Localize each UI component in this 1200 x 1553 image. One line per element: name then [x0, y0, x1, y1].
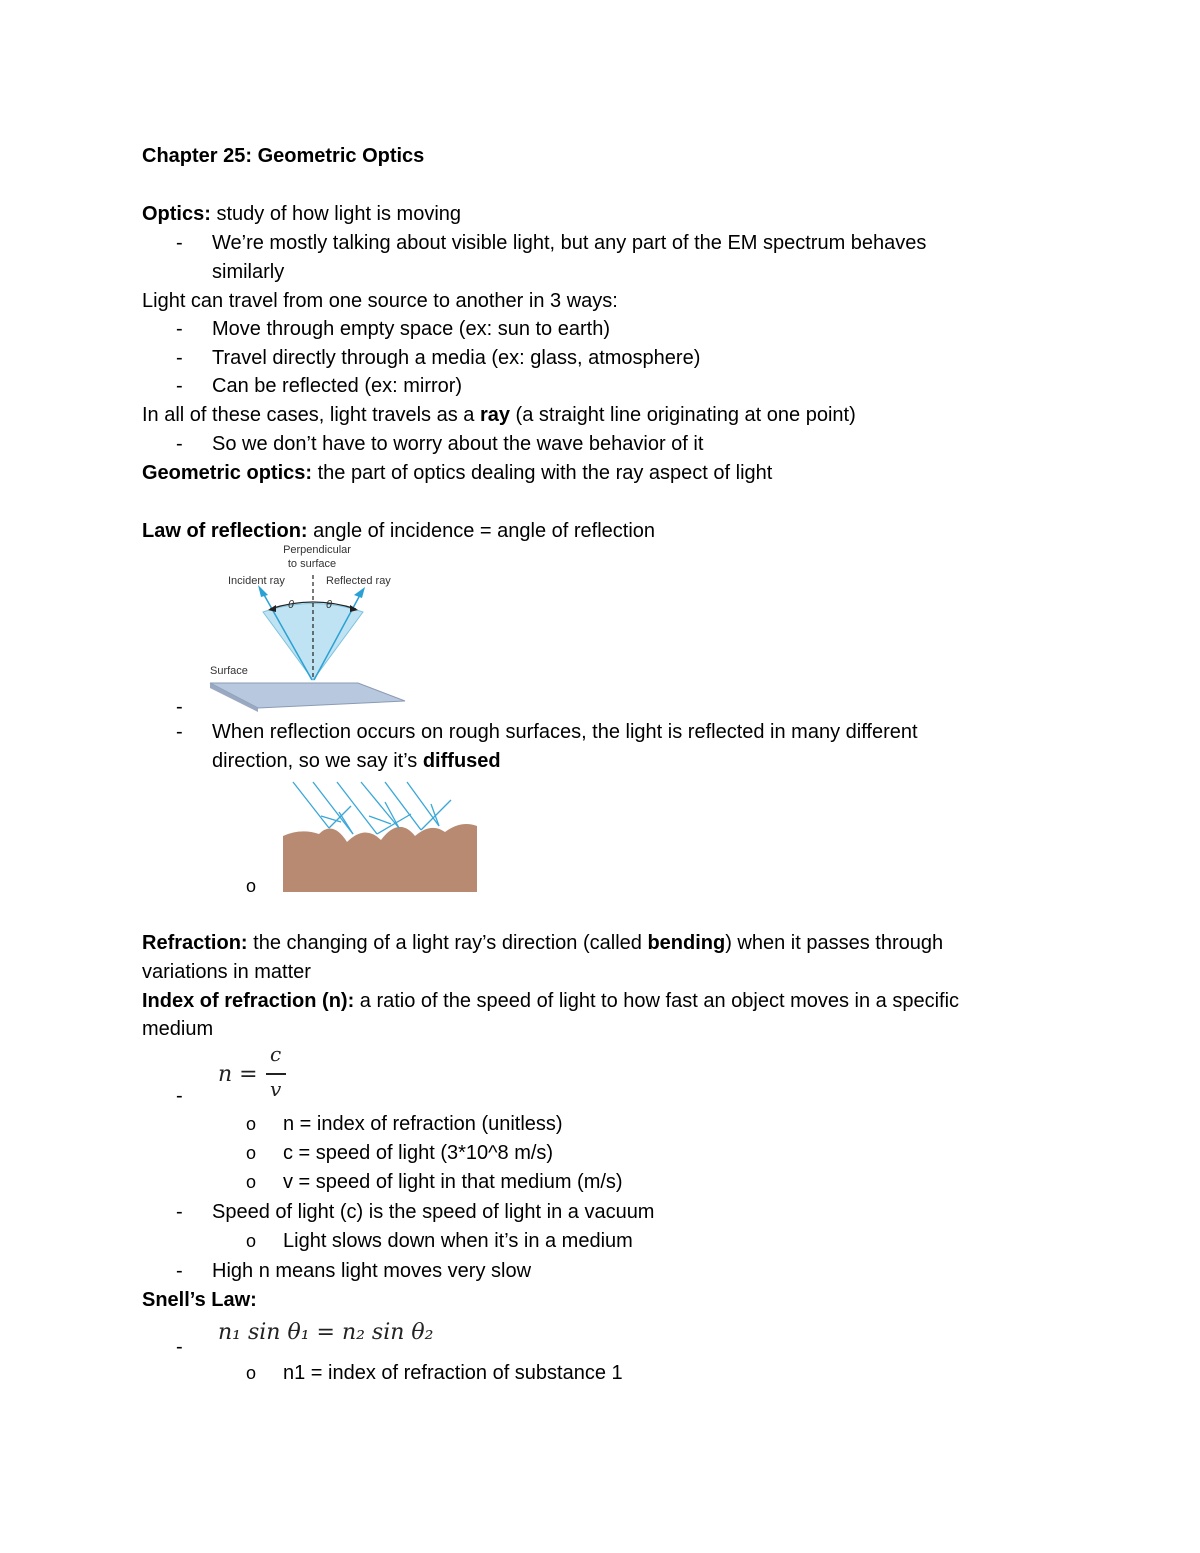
circle-marker: o: [246, 876, 257, 896]
speed-sub: Light slows down when it’s in a medium: [283, 1230, 633, 1252]
circle-marker: o: [246, 1363, 257, 1383]
index-term: Index of refraction (n):: [142, 990, 355, 1012]
optics-bullet-1b: similarly: [212, 261, 285, 283]
circle-marker: o: [246, 1231, 257, 1251]
bullet-marker: -: [176, 1336, 183, 1358]
bending-word: bending: [647, 932, 726, 954]
bullet-marker: -: [176, 721, 183, 743]
circle-marker: o: [246, 1172, 257, 1192]
circle-marker: o: [246, 1143, 257, 1163]
incident-label: Incident ray: [228, 575, 285, 587]
geo-term: Geometric optics:: [142, 462, 313, 484]
snell-item-1: n1 = index of refraction of substance 1: [283, 1362, 623, 1384]
travel-intro: Light can travel from one source to another in 3 ways:: [142, 290, 618, 312]
bullet-marker: -: [176, 347, 183, 369]
ray-pre: In all of these cases, light travels as a: [142, 404, 480, 426]
refraction-def-2: variations in matter: [142, 961, 311, 983]
fraction-bar: [266, 1073, 286, 1075]
optics-term: Optics:: [142, 203, 211, 225]
perp-label-2: to surface: [287, 558, 337, 570]
index-definition: [142, 987, 959, 1016]
optics-def: study of how light is moving: [210, 203, 462, 225]
travel-item-3: Can be reflected (ex: mirror): [212, 375, 463, 397]
perp-label-1: Perpendicular: [283, 544, 351, 556]
ray-word: ray: [479, 404, 510, 426]
page-title: Chapter 25: Geometric Optics: [142, 145, 425, 167]
index-def-2: medium: [142, 1018, 214, 1040]
rough-line-2: [212, 747, 501, 776]
bullet-marker: -: [176, 232, 183, 254]
rough-surface: [283, 824, 477, 892]
ray-post: (a straight line originating at one point): [509, 404, 856, 426]
snell-formula: n₁ sin θ₁ = n₂ sin θ₂: [218, 1320, 434, 1345]
n-item-3: v = speed of light in that medium (m/s): [283, 1171, 623, 1193]
bullet-marker: -: [176, 375, 183, 397]
bullet-marker: -: [176, 1085, 183, 1107]
n-item-2: c = speed of light (3*10^8 m/s): [283, 1142, 554, 1164]
formula-n: n =: [218, 1062, 258, 1087]
optics-definition: [142, 200, 461, 229]
ray-bullet: So we don’t have to worry about the wave behavior of it: [212, 433, 704, 455]
reflected-arrow-icon: [354, 587, 365, 598]
reflection-def: angle of incidence = angle of reflection: [307, 520, 656, 542]
formula-v: v: [270, 1077, 282, 1101]
formula-c: c: [270, 1042, 282, 1066]
geometric-optics-definition: [142, 459, 772, 488]
law-of-reflection: [142, 517, 655, 546]
refraction-def-a: the changing of a light ray’s direction (called: [247, 932, 648, 954]
rough-pre: direction, so we say it’s: [212, 750, 423, 772]
n-item-1: n = index of refraction (unitless): [283, 1113, 563, 1135]
high-n-bullet: High n means light moves very slow: [212, 1260, 532, 1282]
theta-right: θ: [326, 599, 332, 611]
ray-sentence: [142, 401, 856, 430]
snell-term: Snell’s Law:: [142, 1289, 257, 1311]
diffuse-reflection-diagram: [281, 776, 479, 894]
reflection-diagram: [208, 543, 410, 713]
refraction-definition: [142, 929, 943, 958]
bullet-marker: -: [176, 696, 183, 718]
refraction-def-b: ) when it passes through: [725, 932, 944, 954]
travel-item-2: Travel directly through a media (ex: glass, atmosphere): [212, 347, 701, 369]
surface-plate: [210, 683, 405, 708]
rough-line-1: When reflection occurs on rough surfaces, the light is reflected in many different: [212, 721, 918, 743]
diffuse-rays: [293, 782, 451, 834]
reflected-label: Reflected ray: [326, 575, 391, 587]
bullet-marker: -: [176, 1201, 183, 1223]
reflection-term: Law of reflection:: [142, 520, 308, 542]
optics-bullet-1: We’re mostly talking about visible light, but any part of the EM spectrum behaves: [212, 232, 927, 254]
refraction-term: Refraction:: [142, 932, 248, 954]
speed-bullet: Speed of light (c) is the speed of light in a vacuum: [212, 1201, 655, 1223]
bullet-marker: -: [176, 433, 183, 455]
index-def-1: a ratio of the speed of light to how fast an object moves in a specific: [354, 990, 960, 1012]
diffused-word: diffused: [422, 750, 501, 772]
travel-item-1: Move through empty space (ex: sun to earth): [212, 318, 610, 340]
theta-left: θ: [288, 599, 294, 611]
bullet-marker: -: [176, 1260, 183, 1282]
bullet-marker: -: [176, 318, 183, 340]
surface-label: Surface: [210, 665, 248, 677]
geo-def: the part of optics dealing with the ray aspect of light: [312, 462, 773, 484]
circle-marker: o: [246, 1114, 257, 1134]
